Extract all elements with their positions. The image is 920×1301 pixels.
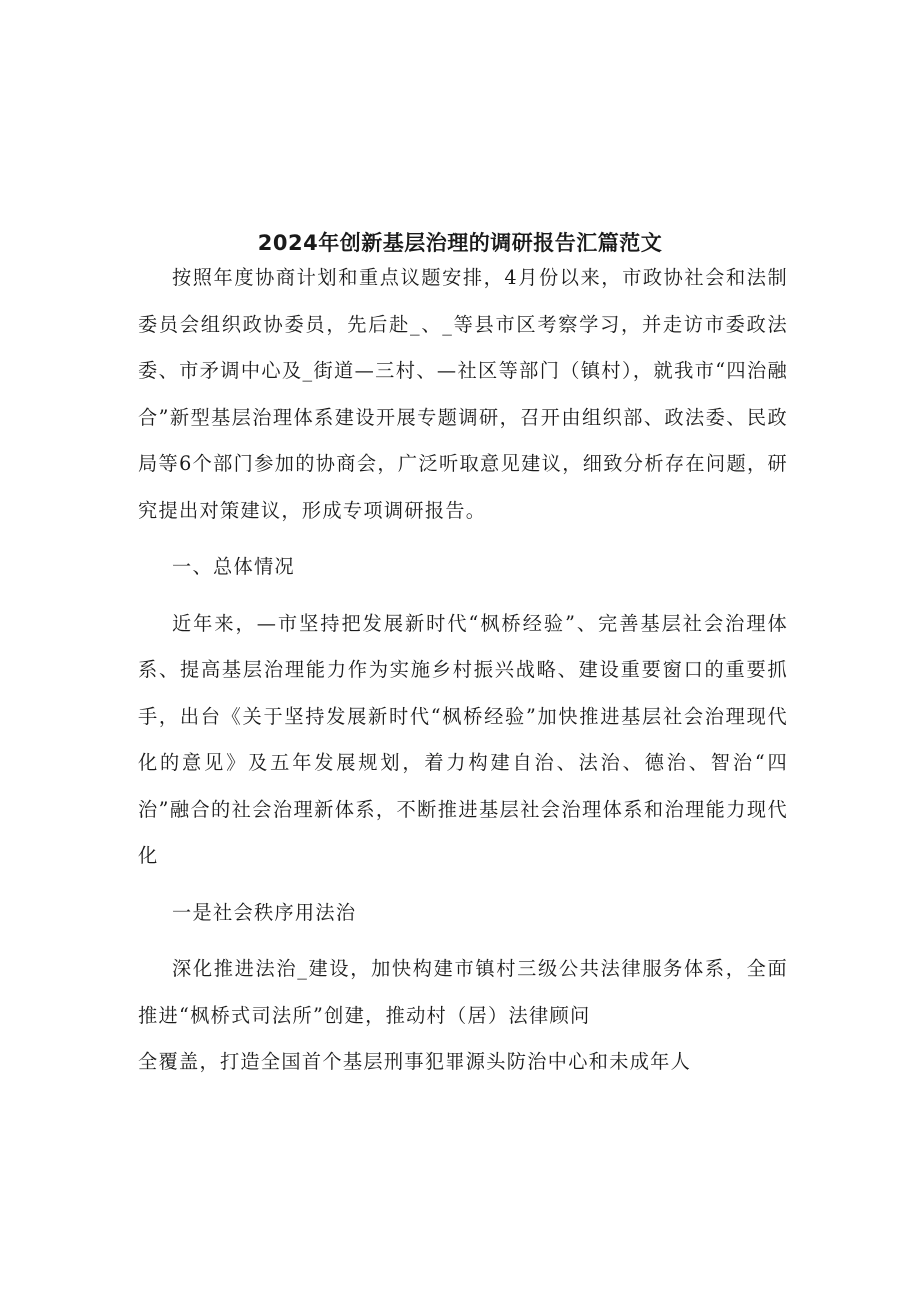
subheading-rule-of-law: 一是社会秩序用法治 bbox=[172, 900, 357, 924]
document-title: 2024年创新基层治理的调研报告汇篇范文 bbox=[257, 231, 663, 255]
paragraph-overview: 近年来，—市坚持把发展新时代“枫桥经验”、完善基层社会治理体系、提高基层治理能力作为实施乡村振兴战略、建设重要窗口的重要抓手，出台《关于坚持发展新时代“枫桥经验”加快推进基层社会治理现代化的意见》及五年发展规划，着力构建自治、法治、德治、智治“四治”融合的社会治理新体系，不断推进基层社会治理体系和治理能力现代化 bbox=[138, 611, 788, 867]
document-body bbox=[138, 255, 788, 1086]
section-heading-overview: 一、总体情况 bbox=[172, 555, 295, 578]
paragraph-rule-of-law-continued: 全覆盖，打造全国首个基层刑事犯罪源头防治中心和未成年人 bbox=[138, 1050, 692, 1073]
paragraph-intro: 按照年度协商计划和重点议题安排，4月份以来，市政协社会和法制委员会组织政协委员，先后赴_、_等县市区考察学习，并走访市委政法委、市矛调中心及_街道—三村、—社区等部门（镇村），就我市“四治融合”新型基层治理体系建设开展专题调研，召开由组织部、政法委、民政局等6个部门参加的协商会，广泛听取意见建议，细致分析存在问题，研究提出对策建议，形成专项调研报告。 bbox=[138, 266, 788, 522]
paragraph-rule-of-law: 深化推进法治_建设，加快构建市镇村三级公共法律服务体系，全面推进“枫桥式司法所”创建，推动村（居）法律顾问 bbox=[138, 957, 788, 1027]
